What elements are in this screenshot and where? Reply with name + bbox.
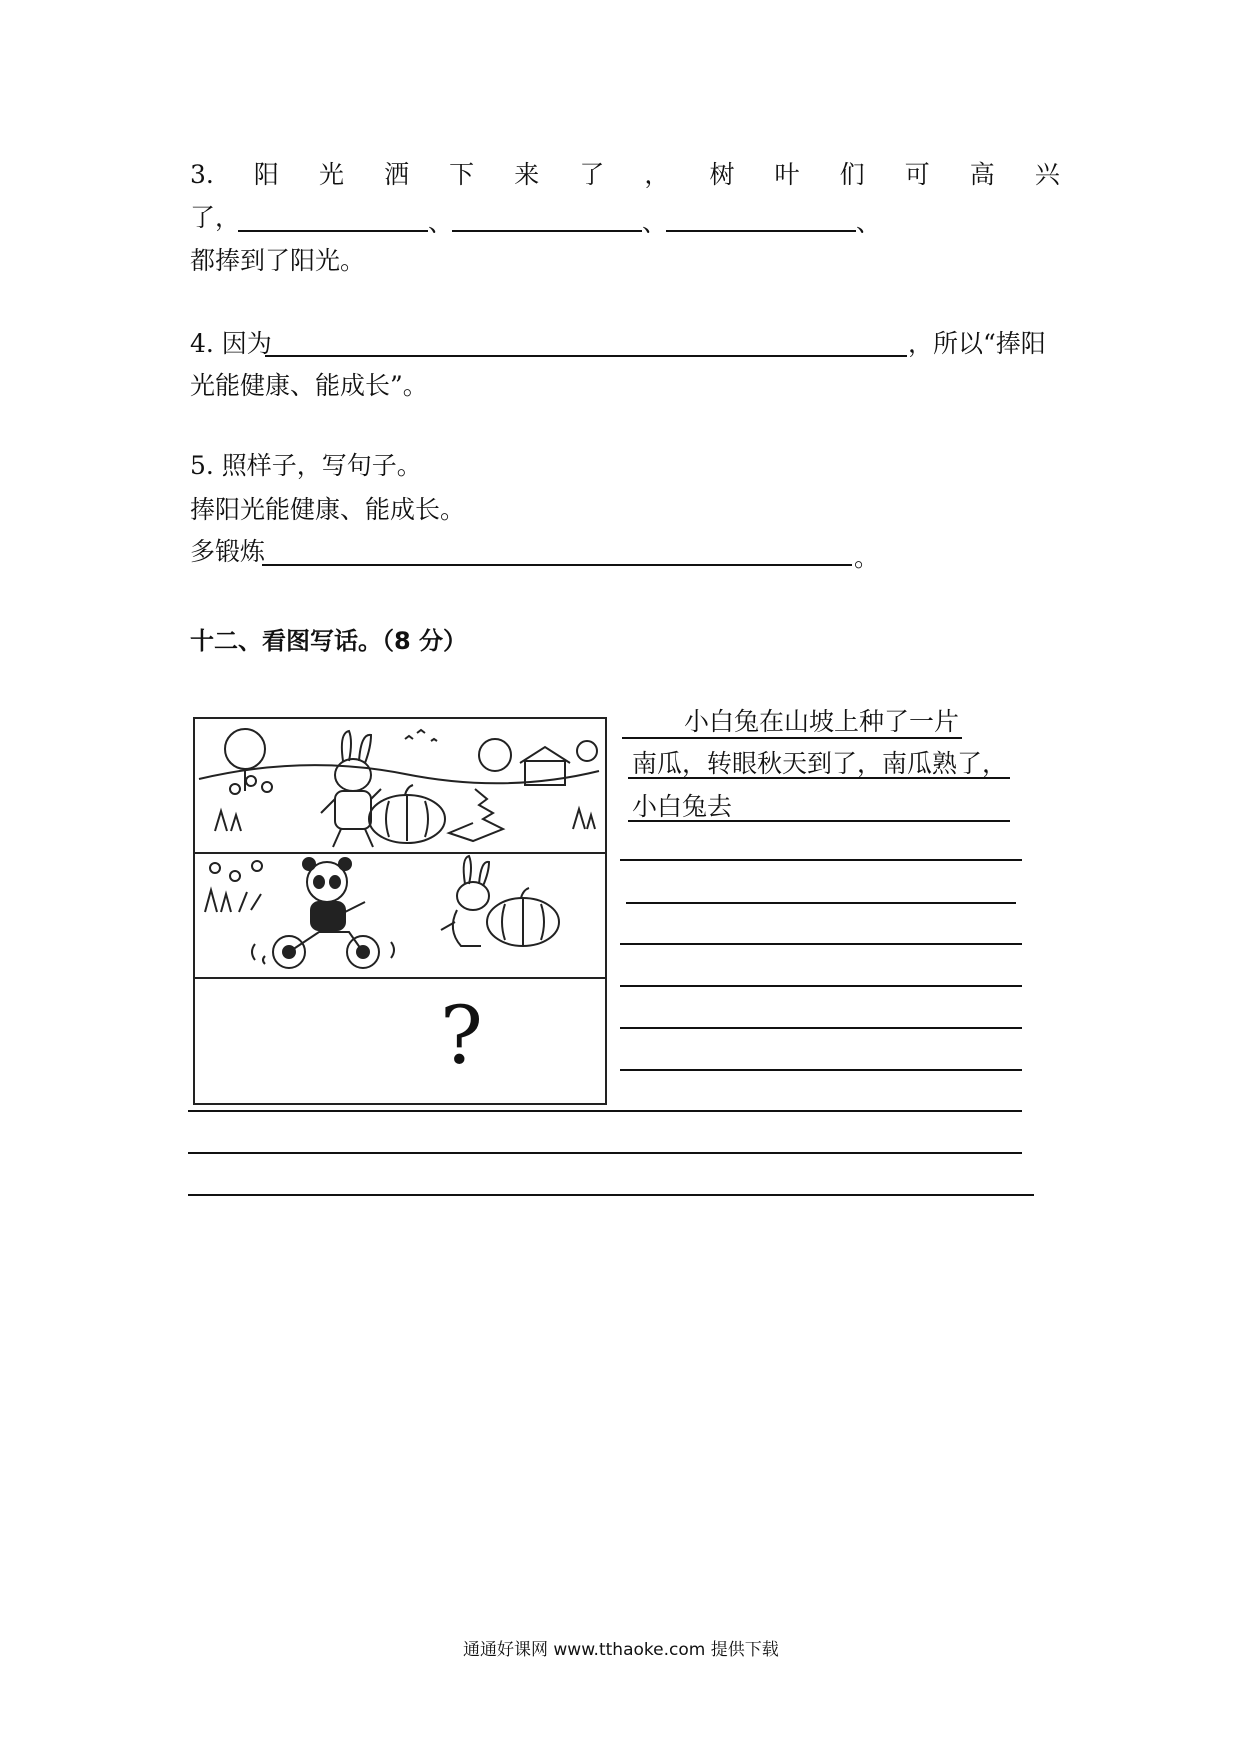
- q3-blank-3[interactable]: [666, 230, 856, 232]
- writing-line[interactable]: [626, 902, 1016, 904]
- q3-line1: [190, 160, 1060, 190]
- writing-line[interactable]: [620, 1069, 1022, 1071]
- writing-line[interactable]: [620, 1027, 1022, 1029]
- q3-char: 阳: [253, 160, 279, 189]
- q3-blank-1[interactable]: [238, 230, 428, 232]
- q3-line3: 都捧到了阳光。: [190, 246, 366, 275]
- q3-char: 们: [839, 160, 865, 189]
- writing-line[interactable]: [628, 820, 1010, 822]
- q5-prefix: 多锻炼: [190, 537, 266, 566]
- q5-title: 5. 照样子，写句子。: [190, 451, 422, 480]
- q3-char: 洒: [384, 160, 410, 189]
- writing-line[interactable]: [188, 1152, 1022, 1154]
- planting-scene-illustration: [195, 719, 601, 852]
- q5-example: 捧阳光能健康、能成长。: [190, 495, 466, 524]
- q3-char: 兴: [1034, 160, 1060, 189]
- picture-panel-planting: [195, 719, 605, 854]
- q3-blank-2[interactable]: [452, 230, 642, 232]
- picture-strip: [193, 717, 607, 1105]
- writing-prompt-line3: 小白兔去: [632, 792, 733, 821]
- writing-line[interactable]: [188, 1194, 1034, 1196]
- q3-separator: 、: [856, 208, 882, 237]
- picture-panel-question: [195, 977, 605, 1101]
- question-mark: ?: [440, 989, 483, 1082]
- q3-separator: 、: [642, 208, 668, 237]
- writing-prompt-line2: 南瓜，转眼秋天到了，南瓜熟了，: [632, 749, 1008, 778]
- q3-char: 3.: [190, 160, 214, 189]
- q3-char: ，: [644, 160, 670, 189]
- q3-separator: 、: [428, 208, 454, 237]
- q3-line2-start: 了，: [190, 203, 241, 232]
- section-heading: 十二、看图写话。（8 分）: [190, 627, 468, 655]
- panda-and-rabbit-illustration: [195, 852, 601, 977]
- writing-line[interactable]: [620, 985, 1022, 987]
- q4-prefix: 4. 因为: [190, 329, 272, 358]
- q4-line2: 光能健康、能成长”。: [190, 371, 428, 400]
- footer-credit: 通通好课网 www.tthaoke.com 提供下载: [463, 1640, 779, 1660]
- q3-char: 可: [904, 160, 930, 189]
- picture-panel-panda-rabbit: [195, 852, 605, 979]
- q3-char: 来: [514, 160, 540, 189]
- q5-blank[interactable]: [262, 564, 852, 566]
- q3-char: 光: [319, 160, 345, 189]
- q3-char: 下: [449, 160, 475, 189]
- q3-char: 了: [579, 160, 605, 189]
- q5-end: 。: [854, 543, 880, 572]
- q4-blank[interactable]: [265, 355, 907, 357]
- writing-line[interactable]: [620, 943, 1022, 945]
- writing-prompt-line1: 小白兔在山坡上种了一片: [684, 707, 960, 736]
- writing-line[interactable]: [622, 737, 962, 739]
- q3-char: 叶: [774, 160, 800, 189]
- writing-line[interactable]: [188, 1110, 1022, 1112]
- q3-char: 高: [969, 160, 995, 189]
- writing-line[interactable]: [628, 777, 1010, 779]
- q3-char: 树: [709, 160, 735, 189]
- q4-suffix: ，所以“捧阳: [908, 329, 1046, 358]
- writing-line[interactable]: [620, 859, 1022, 861]
